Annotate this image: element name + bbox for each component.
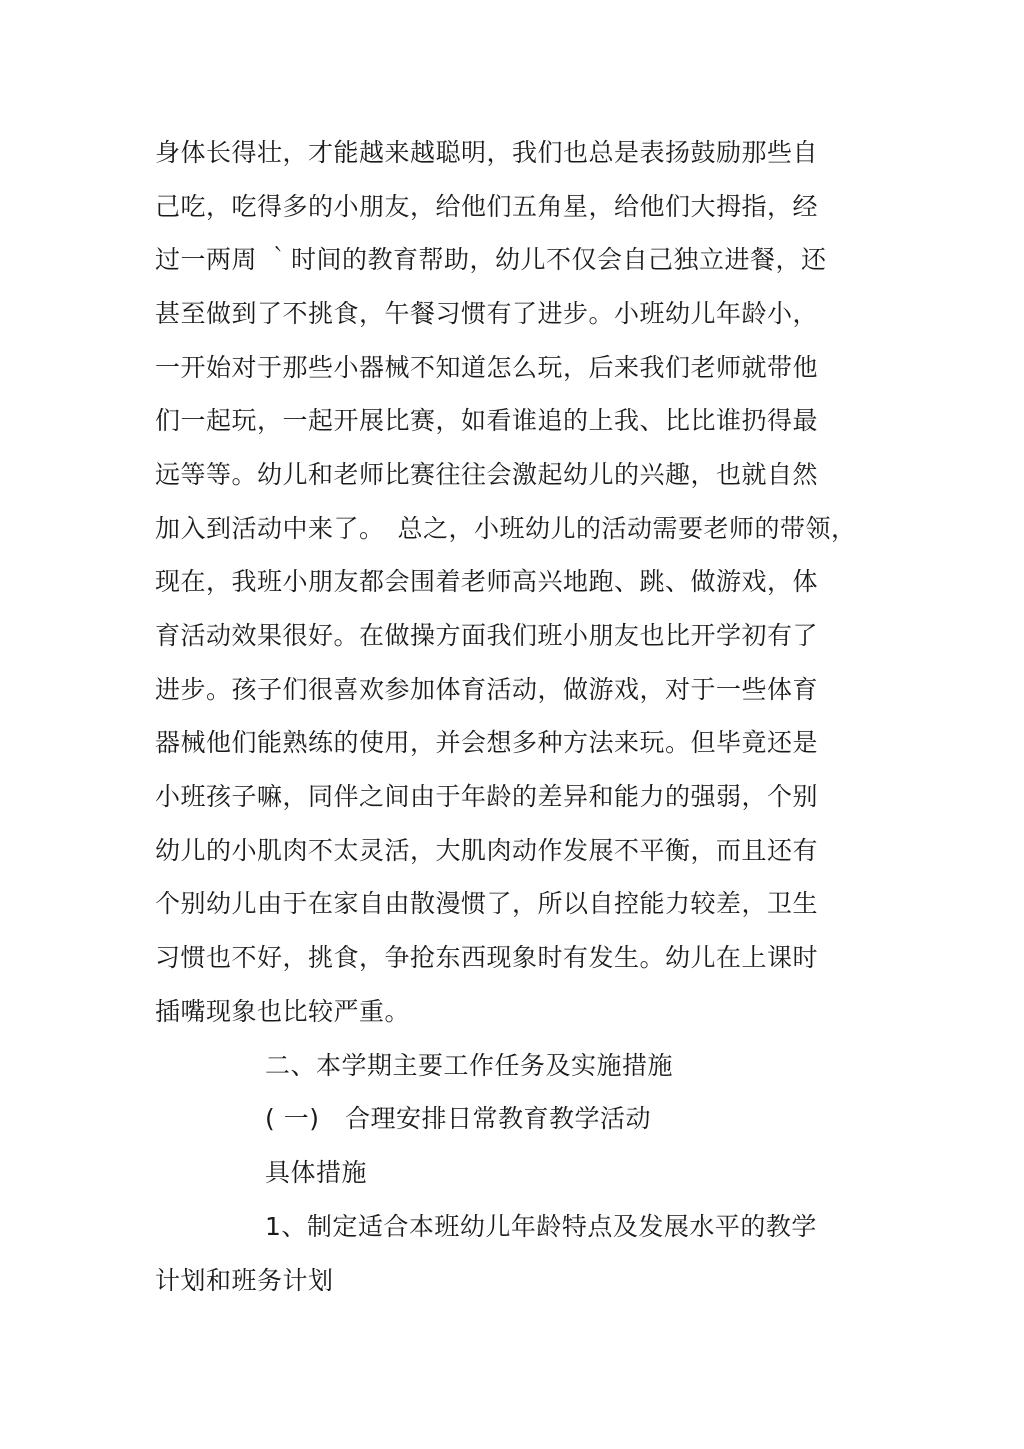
body-line-4: 甚至做到了不挑食，午餐习惯有了进步。小班幼儿年龄小， (155, 299, 819, 328)
body-line-9: 现在，我班小朋友都会围着老师高兴地跑、跳、做游戏，体 (155, 567, 819, 596)
body-line-2: 己吃，吃得多的小朋友，给他们五角星，给他们大拇指，经 (155, 192, 819, 221)
body-line-10: 育活动效果很好。在做操方面我们班小朋友也比开学初有了 (155, 621, 819, 650)
body-line-14: 幼儿的小肌肉不太灵活，大肌肉动作发展不平衡，而且还有 (155, 836, 819, 865)
body-line-1: 身体长得壮，才能越来越聪明，我们也总是表扬鼓励那些自 (155, 138, 819, 167)
subsection-heading: ( 一) 合理安排日常教育教学活动 (265, 1104, 651, 1133)
body-line-7: 远等等。幼儿和老师比赛往往会激起幼儿的兴趣，也就自然 (155, 460, 819, 489)
body-line-12: 器械他们能熟练的使用，并会想多种方法来玩。但毕竟还是 (155, 728, 819, 757)
section-heading: 二、本学期主要工作任务及实施措施 (265, 1051, 674, 1080)
item-1-line-1: 1、制定适合本班幼儿年龄特点及发展水平的教学 (265, 1212, 817, 1241)
item-1-line-2: 计划和班务计划 (155, 1266, 334, 1295)
measures-label: 具体措施 (265, 1158, 368, 1187)
body-line-13: 小班孩子嘛，同伴之间由于年龄的差异和能力的强弱，个别 (155, 782, 819, 811)
body-line-17: 插嘴现象也比较严重。 (155, 997, 411, 1026)
body-line-3: 过一两周 ｀时间的教育帮助，幼儿不仅会自己独立进餐，还 (155, 245, 827, 274)
body-line-8: 加入到活动中来了。 总之，小班幼儿的活动需要老师的带领， (155, 514, 857, 543)
body-line-16: 习惯也不好，挑食，争抢东西现象时有发生。幼儿在上课时 (155, 943, 819, 972)
body-line-15: 个别幼儿由于在家自由散漫惯了，所以自控能力较差，卫生 (155, 889, 819, 918)
body-line-6: 们一起玩，一起开展比赛，如看谁追的上我、比比谁扔得最 (155, 406, 819, 435)
body-line-11: 进步。孩子们很喜欢参加体育活动，做游戏，对于一些体育 (155, 675, 819, 704)
body-line-5: 一开始对于那些小器械不知道怎么玩，后来我们老师就带他 (155, 353, 819, 382)
